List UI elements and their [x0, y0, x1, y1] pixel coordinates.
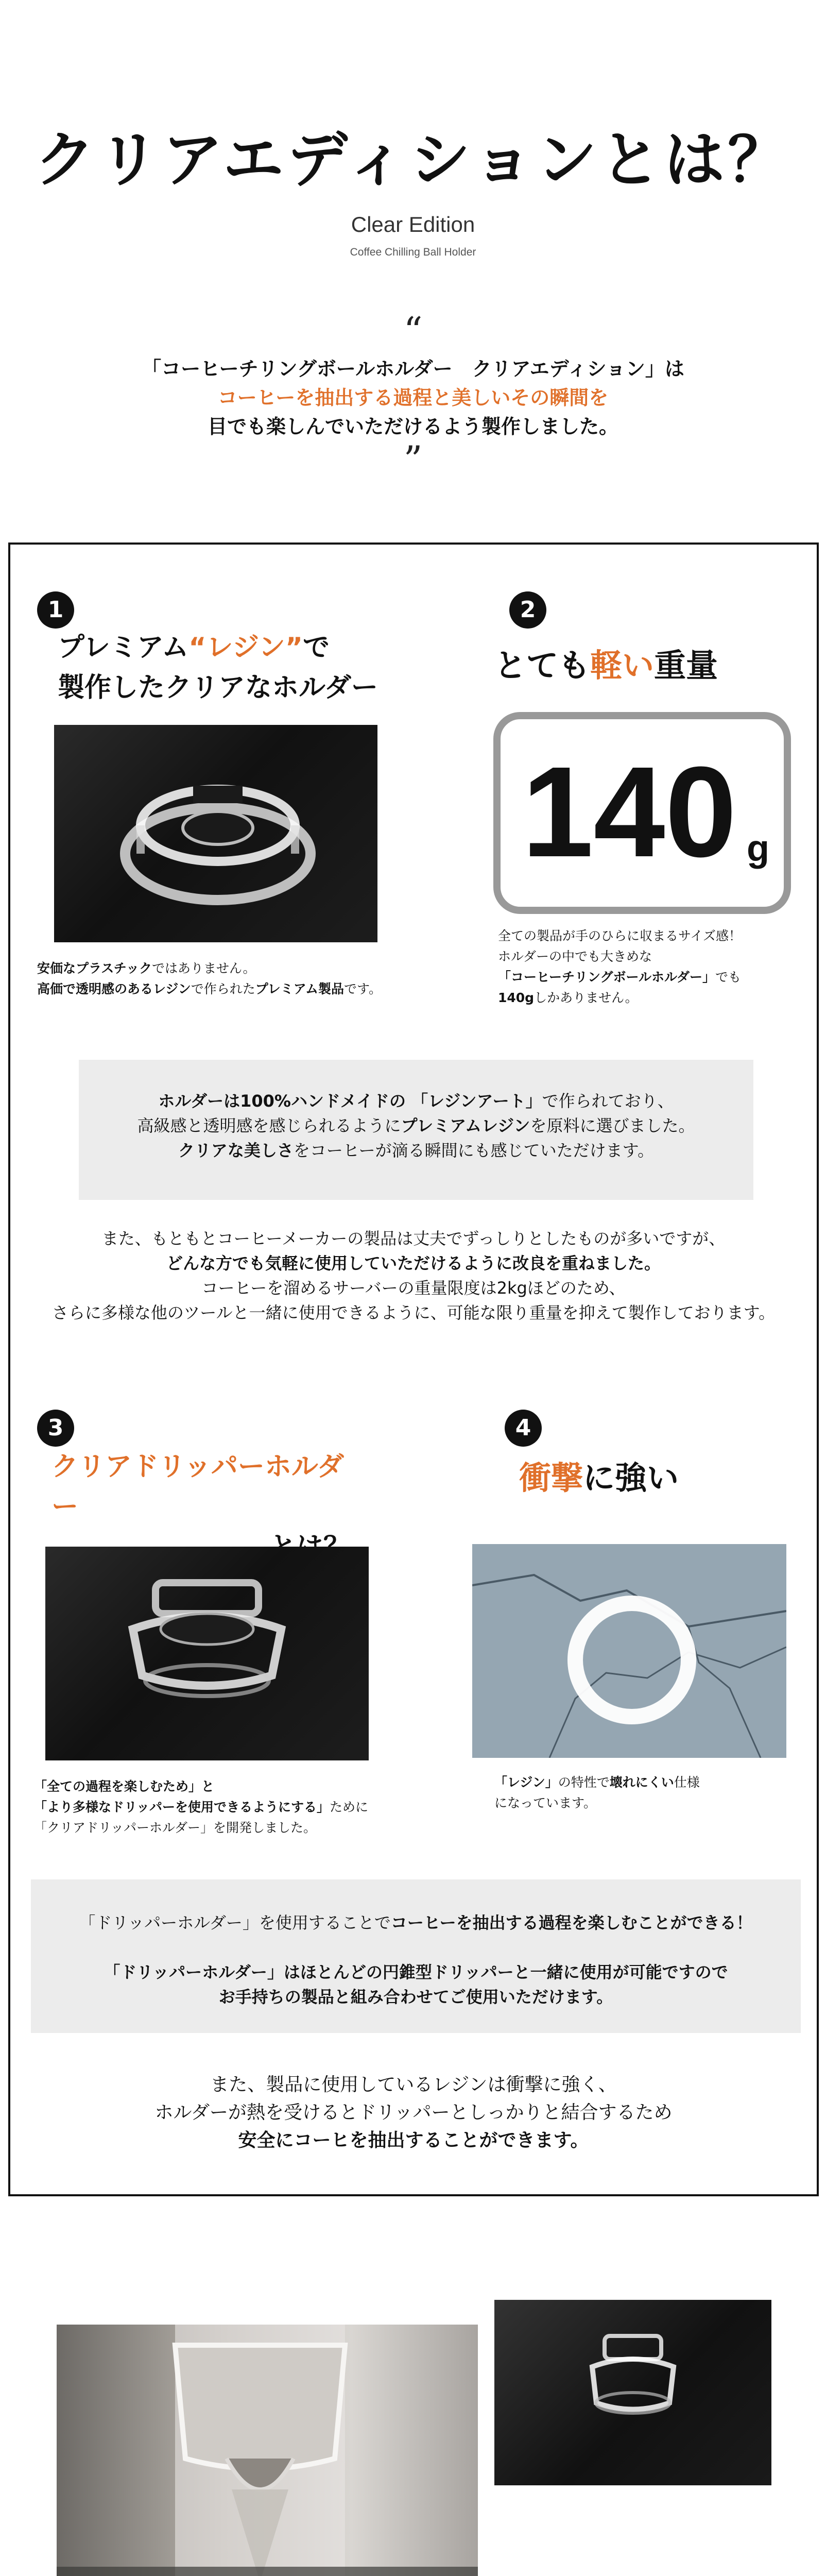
panel-2-bold-1: コーヒーを抽出する過程を楽しむことができる！	[390, 1913, 753, 1933]
panel-1-bold-1: ホルダーは100%ハンドメイドの 「レジンアート」	[158, 1091, 542, 1111]
quote-open-mark: “	[403, 309, 423, 352]
section-1-caption-text-2: で作られた	[191, 981, 255, 996]
section-3-caption-line-1: 「全ての過程を楽しむため」と	[34, 1779, 215, 1794]
product-photo	[494, 2300, 771, 2485]
holder-photo-1	[54, 725, 377, 942]
paragraph-2-line-1: また、製品に使用しているレジンは衝撃に強く、	[210, 2074, 617, 2095]
section-2-caption-bold-2: 140g	[498, 990, 535, 1005]
section-1-caption	[37, 958, 459, 999]
intro-line-3: 目でも楽しんでいただけるよう製作しました。	[207, 415, 618, 438]
info-panel-2	[31, 1879, 801, 2033]
section-1-caption-bold-3: プレミアム製品	[255, 981, 345, 996]
panel-2-text-1: 「ドリッパーホルダー」を使用することで	[79, 1913, 391, 1933]
quote-close-mark: ”	[403, 438, 423, 481]
resin-holder-image	[54, 725, 377, 942]
panel-1-bold-3: クリアな美しさ	[178, 1141, 294, 1160]
section-1-title	[58, 628, 418, 708]
paragraph-2	[8, 2071, 819, 2155]
section-2-caption-text-3: でも	[715, 970, 742, 985]
intro-line-2: コーヒーを抽出する過程と美しいその瞬間を	[217, 386, 609, 409]
page-title: クリアエディションとは？	[34, 124, 792, 195]
cracked-concrete-image	[472, 1544, 786, 1758]
section-3-caption-line-3: 「クリアドリッパーホルダー」を開発しました。	[34, 1820, 317, 1835]
page-subsubtitle: Coffee Chilling Ball Holder	[350, 246, 476, 258]
section-3-caption-text: ために	[330, 1800, 369, 1815]
section-2-number: 2	[509, 591, 546, 629]
panel-1-bold-2: プレミアムレジン	[401, 1116, 530, 1136]
section-2-caption	[498, 926, 817, 1008]
section-3-caption	[34, 1776, 456, 1838]
dripper-holder-image	[45, 1547, 369, 1760]
paragraph-1-line-3: コーヒーを溜めるサーバーの重量限度は2kgほどのため、	[201, 1278, 626, 1298]
dripper-in-use-image	[57, 2325, 478, 2576]
section-2-caption-line-2: ホルダーの中でも大きめな	[498, 949, 652, 964]
weight-value: 140	[522, 740, 737, 884]
intro-line-1: 「コーヒーチリングボールホルダー クリアエディション」は	[142, 358, 684, 380]
section-3-caption-bold: 「より多様なドリッパーを使用できるようにする」	[34, 1800, 330, 1815]
section-3-number: 3	[37, 1410, 74, 1447]
page-subtitle: Clear Edition	[351, 212, 475, 236]
section-4-caption-text-1: の特性で	[558, 1775, 610, 1790]
section-4-number: 4	[505, 1410, 542, 1447]
section-1-title-b: で	[303, 632, 330, 663]
section-2-title-b: 重量	[654, 647, 718, 684]
weight-unit: g	[747, 828, 769, 869]
section-4-caption-text-2: 仕様	[674, 1775, 700, 1790]
intro-text	[0, 354, 826, 441]
info-panel-1	[79, 1060, 753, 1200]
paragraph-1	[8, 1226, 819, 1325]
paragraph-1-line-4: さらに多様な他のツールと一緒に使用できるように、可能な限り重量を抑えて製作しております。	[51, 1303, 776, 1323]
section-1-caption-text-3: です。	[344, 981, 382, 996]
section-1-caption-text-1: ではありません。	[152, 961, 256, 976]
section-2-title-highlight: 軽い	[590, 647, 655, 684]
panel-2-line-3: お手持ちの製品と組み合わせてご使用いただけます。	[218, 1987, 613, 2007]
weight-display	[493, 712, 791, 914]
section-3-title-line-1: クリアドリッパーホルダー	[51, 1451, 344, 1522]
paragraph-2-line-2: ホルダーが熱を受けるとドリッパーとしっかりと結合するため	[154, 2102, 673, 2123]
section-1-title-highlight: “レジン”	[188, 632, 303, 663]
panel-1-text-3: を原料に選びました。	[530, 1116, 695, 1136]
panel-1-text-1: で作られており、	[542, 1091, 674, 1111]
section-1-title-a: プレミアム	[58, 632, 189, 663]
section-4-title	[519, 1458, 777, 1498]
clear-holder-image	[494, 2300, 771, 2485]
section-4-title-rest: に強い	[583, 1459, 679, 1497]
holder-photo-3	[45, 1547, 369, 1760]
section-4-caption-bold-2: 壊れにくい	[609, 1775, 674, 1790]
section-2-caption-bold-1: 「コーヒーチリングボールホルダー」	[498, 970, 716, 985]
info-panel-2-text	[31, 1910, 801, 2009]
section-4-title-highlight: 衝撃	[519, 1459, 583, 1497]
paragraph-2-line-3: 安全にコーヒを抽出することができます。	[238, 2130, 589, 2151]
info-panel-1-text	[79, 1089, 753, 1163]
section-2-caption-line-1: 全ての製品が手のひらに収まるサイズ感！	[498, 928, 742, 943]
panel-2-line-2: 「ドリッパーホルダー」はほとんどの円錐型ドリッパーと一緒に使用が可能ですので	[104, 1962, 728, 1982]
panel-1-text-4: をコーヒーが滴る瞬間にも感じていただけます。	[293, 1141, 655, 1160]
section-4-caption-bold-1: 「レジン」	[494, 1775, 558, 1790]
section-2-title-a: とても	[494, 647, 591, 684]
panel-1-text-2: 高級感と透明感を感じられるように	[137, 1116, 401, 1136]
paragraph-1-line-2: どんな方でも気軽に使用していただけるように改良を重ねました。	[166, 1253, 661, 1273]
section-1-number: 1	[37, 591, 74, 629]
usage-photo	[57, 2325, 478, 2576]
section-2-title	[494, 646, 803, 686]
paragraph-1-line-1: また、もともとコーヒーメーカーの製品は丈夫でずっしりとしたものが多いですが、	[101, 1229, 726, 1248]
section-1-title-line-2: 製作したクリアなホルダー	[58, 672, 378, 703]
impact-photo	[472, 1544, 786, 1758]
section-4-caption	[494, 1772, 814, 1814]
section-2-caption-text-4: しかありません。	[534, 990, 638, 1005]
section-1-caption-bold-2: 高価で透明感のあるレジン	[37, 981, 191, 996]
section-1-caption-bold-1: 安価なプラスチック	[37, 961, 152, 976]
section-4-caption-line-2: になっています。	[494, 1795, 597, 1810]
